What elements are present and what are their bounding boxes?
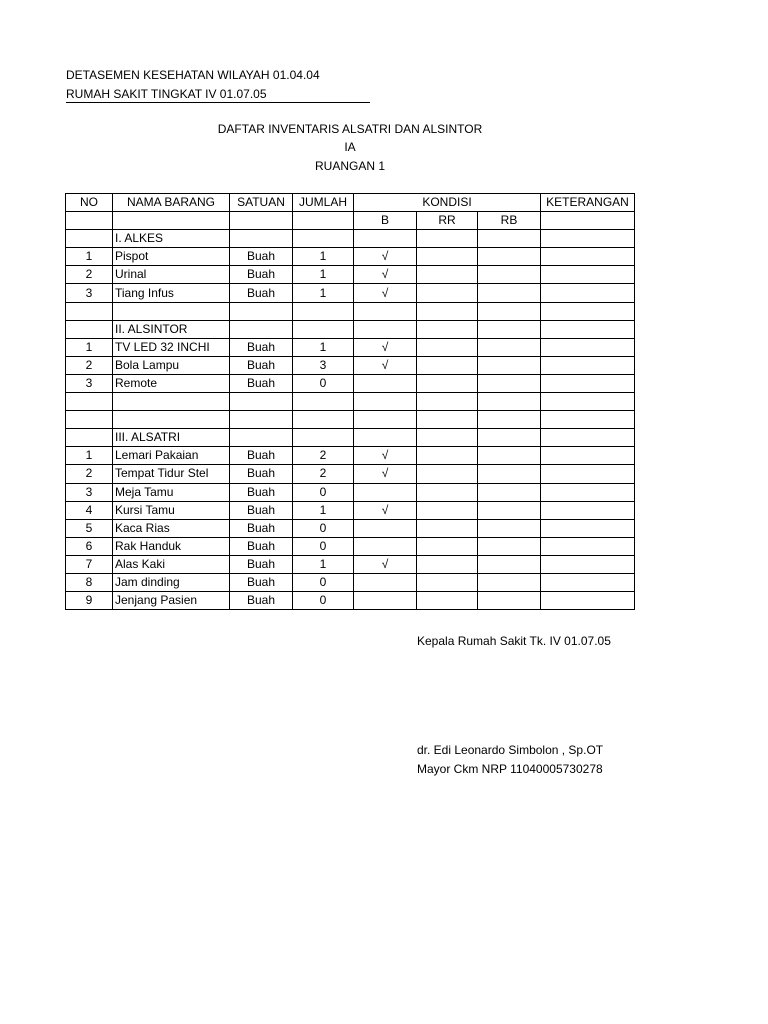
- cell-nama-barang: Bola Lampu: [113, 356, 230, 374]
- cell-kondisi-rr: [417, 302, 478, 320]
- cell-no: [66, 320, 113, 338]
- cell-kondisi-rb: [478, 266, 541, 284]
- cell-keterangan: [541, 429, 635, 447]
- cell-nama-barang: [113, 411, 230, 429]
- table-row: [66, 411, 635, 429]
- table-row: [66, 320, 635, 338]
- cell-kondisi-rb: [478, 483, 541, 501]
- cell-kondisi-rb: [478, 555, 541, 573]
- cell-kondisi-rr: [417, 519, 478, 537]
- cell-kondisi-rr: [417, 338, 478, 356]
- cell-no: 1: [66, 248, 113, 266]
- cell-nama-barang: Jenjang Pasien: [113, 592, 230, 610]
- cell-kondisi-rb: [478, 411, 541, 429]
- cell-kondisi-rb: [478, 447, 541, 465]
- cell-satuan: Buah: [230, 284, 293, 302]
- cell-kondisi-b: √: [354, 266, 417, 284]
- cell-jumlah: 2: [293, 465, 354, 483]
- cell-satuan: Buah: [230, 248, 293, 266]
- table-row: [66, 374, 635, 392]
- cell-kondisi-rb: [478, 537, 541, 555]
- table-row: [66, 284, 635, 302]
- signature-name: dr. Edi Leonardo Simbolon , Sp.OT: [417, 743, 604, 757]
- table-row: [66, 465, 635, 483]
- table-row: [66, 537, 635, 555]
- table-row: [66, 501, 635, 519]
- cell-kondisi-rb: [478, 501, 541, 519]
- cell-kondisi-b: [354, 230, 417, 248]
- cell-no: 2: [66, 266, 113, 284]
- cell-nama-barang: I. ALKES: [113, 230, 230, 248]
- col-header-kondisi-b: B: [354, 212, 417, 230]
- table-row: [66, 555, 635, 573]
- cell-jumlah: 0: [293, 519, 354, 537]
- cell-keterangan: [541, 483, 635, 501]
- table-row: [66, 356, 635, 374]
- cell-keterangan: [541, 519, 635, 537]
- cell-jumlah: 2: [293, 447, 354, 465]
- cell-no: 4: [66, 501, 113, 519]
- cell-kondisi-rb: [478, 284, 541, 302]
- cell-kondisi-rr: [417, 284, 478, 302]
- signature-rank: Mayor Ckm NRP 11040005730278: [417, 762, 603, 776]
- cell-no: [66, 230, 113, 248]
- cell-nama-barang: Remote: [113, 374, 230, 392]
- table-body: [66, 230, 635, 610]
- cell-satuan: Buah: [230, 356, 293, 374]
- cell-no: [66, 411, 113, 429]
- cell-kondisi-rr: [417, 230, 478, 248]
- cell-kondisi-b: √: [354, 501, 417, 519]
- cell-keterangan: [541, 356, 635, 374]
- table-row: [66, 338, 635, 356]
- cell-kondisi-b: [354, 302, 417, 320]
- cell-kondisi-rb: [478, 320, 541, 338]
- cell-keterangan: [541, 338, 635, 356]
- cell-jumlah: [293, 230, 354, 248]
- cell-kondisi-rr: [417, 429, 478, 447]
- table-row: [66, 429, 635, 447]
- header-hospital: RUMAH SAKIT TINGKAT IV 01.07.05: [66, 86, 370, 103]
- cell-no: 3: [66, 284, 113, 302]
- cell-satuan: [230, 230, 293, 248]
- col-header-no: NO: [66, 194, 113, 212]
- cell-kondisi-rr: [417, 411, 478, 429]
- cell-nama-barang: TV LED 32 INCHI: [113, 338, 230, 356]
- cell-jumlah: 1: [293, 266, 354, 284]
- cell-satuan: [230, 429, 293, 447]
- cell-nama-barang: Alas Kaki: [113, 555, 230, 573]
- col-header-keterangan: KETERANGAN: [541, 194, 635, 212]
- cell-jumlah: [293, 411, 354, 429]
- cell-kondisi-rr: [417, 501, 478, 519]
- cell-kondisi-b: √: [354, 465, 417, 483]
- cell-kondisi-b: [354, 429, 417, 447]
- signature-position: Kepala Rumah Sakit Tk. IV 01.07.05: [417, 634, 611, 648]
- cell-satuan: Buah: [230, 266, 293, 284]
- document-subtitle: IA: [344, 140, 356, 154]
- cell-kondisi-rb: [478, 429, 541, 447]
- cell-kondisi-rb: [478, 592, 541, 610]
- table-row: [66, 483, 635, 501]
- cell-kondisi-b: √: [354, 284, 417, 302]
- cell-kondisi-rr: [417, 393, 478, 411]
- cell-nama-barang: Pispot: [113, 248, 230, 266]
- cell-kondisi-b: √: [354, 248, 417, 266]
- cell-nama-barang: Kursi Tamu: [113, 501, 230, 519]
- cell-kondisi-b: √: [354, 447, 417, 465]
- cell-kondisi-rr: [417, 465, 478, 483]
- cell-jumlah: [293, 393, 354, 411]
- cell-no: 7: [66, 555, 113, 573]
- cell-satuan: Buah: [230, 465, 293, 483]
- cell-kondisi-rb: [478, 374, 541, 392]
- cell-no: 6: [66, 537, 113, 555]
- col-header-satuan: SATUAN: [230, 194, 293, 212]
- cell-kondisi-b: [354, 519, 417, 537]
- cell-keterangan: [541, 302, 635, 320]
- cell-keterangan: [541, 592, 635, 610]
- cell-keterangan: [541, 411, 635, 429]
- cell-jumlah: 1: [293, 555, 354, 573]
- cell-jumlah: 0: [293, 374, 354, 392]
- cell-kondisi-b: √: [354, 356, 417, 374]
- table-row: [66, 519, 635, 537]
- cell-jumlah: 1: [293, 338, 354, 356]
- cell-jumlah: 1: [293, 284, 354, 302]
- cell-kondisi-rb: [478, 230, 541, 248]
- cell-no: 2: [66, 465, 113, 483]
- cell-satuan: Buah: [230, 374, 293, 392]
- col-header-kondisi-rr: RR: [417, 212, 478, 230]
- cell-kondisi-rr: [417, 374, 478, 392]
- cell-nama-barang: Meja Tamu: [113, 483, 230, 501]
- cell-nama-barang: Kaca Rias: [113, 519, 230, 537]
- cell-kondisi-rr: [417, 483, 478, 501]
- col-header-kondisi: KONDISI: [354, 194, 541, 212]
- table-header-row: [66, 194, 635, 212]
- cell-keterangan: [541, 465, 635, 483]
- table-row: [66, 573, 635, 591]
- cell-jumlah: 0: [293, 537, 354, 555]
- cell-kondisi-rr: [417, 320, 478, 338]
- cell-keterangan: [541, 284, 635, 302]
- cell-kondisi-b: √: [354, 555, 417, 573]
- cell-keterangan: [541, 447, 635, 465]
- cell-kondisi-rr: [417, 248, 478, 266]
- cell-no: 1: [66, 447, 113, 465]
- cell-kondisi-rb: [478, 338, 541, 356]
- table-row: [66, 393, 635, 411]
- cell-no: 9: [66, 592, 113, 610]
- cell-jumlah: 1: [293, 501, 354, 519]
- cell-satuan: Buah: [230, 537, 293, 555]
- cell-kondisi-rb: [478, 302, 541, 320]
- cell-satuan: [230, 393, 293, 411]
- cell-no: 1: [66, 338, 113, 356]
- cell-no: 2: [66, 356, 113, 374]
- table-row: [66, 266, 635, 284]
- cell-keterangan: [541, 555, 635, 573]
- cell-nama-barang: Tempat Tidur Stel: [113, 465, 230, 483]
- inventory-table: [65, 193, 635, 610]
- cell-kondisi-rb: [478, 248, 541, 266]
- cell-no: 3: [66, 374, 113, 392]
- cell-no: 5: [66, 519, 113, 537]
- cell-nama-barang: III. ALSATRI: [113, 429, 230, 447]
- table-subheader-row: [66, 212, 635, 230]
- cell-satuan: [230, 302, 293, 320]
- cell-keterangan: [541, 266, 635, 284]
- cell-keterangan: [541, 537, 635, 555]
- cell-no: [66, 429, 113, 447]
- cell-nama-barang: II. ALSINTOR: [113, 320, 230, 338]
- cell-kondisi-rb: [478, 519, 541, 537]
- cell-nama-barang: Urinal: [113, 266, 230, 284]
- cell-kondisi-b: [354, 592, 417, 610]
- cell-kondisi-rr: [417, 537, 478, 555]
- table-row: [66, 302, 635, 320]
- cell-satuan: Buah: [230, 555, 293, 573]
- col-header-nama-barang: NAMA BARANG: [113, 194, 230, 212]
- cell-no: 3: [66, 483, 113, 501]
- cell-jumlah: 0: [293, 592, 354, 610]
- table-row: [66, 248, 635, 266]
- cell-jumlah: 1: [293, 248, 354, 266]
- col-header-jumlah: JUMLAH: [293, 194, 354, 212]
- cell-kondisi-rr: [417, 555, 478, 573]
- cell-kondisi-rb: [478, 393, 541, 411]
- cell-satuan: [230, 320, 293, 338]
- cell-kondisi-b: [354, 411, 417, 429]
- cell-kondisi-b: [354, 393, 417, 411]
- room-label: RUANGAN 1: [314, 159, 385, 173]
- cell-jumlah: 0: [293, 483, 354, 501]
- cell-keterangan: [541, 573, 635, 591]
- cell-satuan: Buah: [230, 447, 293, 465]
- cell-jumlah: [293, 302, 354, 320]
- cell-keterangan: [541, 230, 635, 248]
- cell-kondisi-rr: [417, 447, 478, 465]
- cell-kondisi-b: √: [354, 338, 417, 356]
- cell-kondisi-rr: [417, 266, 478, 284]
- cell-nama-barang: Rak Handuk: [113, 537, 230, 555]
- cell-jumlah: 0: [293, 573, 354, 591]
- cell-satuan: [230, 411, 293, 429]
- cell-keterangan: [541, 248, 635, 266]
- cell-keterangan: [541, 393, 635, 411]
- cell-satuan: Buah: [230, 519, 293, 537]
- cell-kondisi-rr: [417, 573, 478, 591]
- cell-kondisi-b: [354, 483, 417, 501]
- cell-keterangan: [541, 320, 635, 338]
- col-header-kondisi-rb: RB: [478, 212, 541, 230]
- cell-jumlah: [293, 320, 354, 338]
- cell-no: [66, 393, 113, 411]
- cell-satuan: Buah: [230, 573, 293, 591]
- cell-nama-barang: [113, 302, 230, 320]
- cell-nama-barang: Jam dinding: [113, 573, 230, 591]
- table-row: [66, 230, 635, 248]
- cell-kondisi-rb: [478, 356, 541, 374]
- cell-no: 8: [66, 573, 113, 591]
- cell-satuan: Buah: [230, 592, 293, 610]
- document-title: DAFTAR INVENTARIS ALSATRI DAN ALSINTOR: [217, 122, 483, 136]
- cell-nama-barang: Tiang Infus: [113, 284, 230, 302]
- cell-kondisi-rr: [417, 356, 478, 374]
- cell-kondisi-b: [354, 573, 417, 591]
- cell-satuan: Buah: [230, 483, 293, 501]
- cell-keterangan: [541, 374, 635, 392]
- header-unit: DETASEMEN KESEHATAN WILAYAH 01.04.04: [66, 68, 320, 82]
- cell-kondisi-b: [354, 320, 417, 338]
- cell-kondisi-rr: [417, 592, 478, 610]
- cell-keterangan: [541, 501, 635, 519]
- cell-satuan: Buah: [230, 501, 293, 519]
- table-row: [66, 447, 635, 465]
- table-row: [66, 592, 635, 610]
- cell-no: [66, 302, 113, 320]
- cell-jumlah: 3: [293, 356, 354, 374]
- cell-nama-barang: [113, 393, 230, 411]
- cell-satuan: Buah: [230, 338, 293, 356]
- cell-kondisi-b: [354, 537, 417, 555]
- cell-nama-barang: Lemari Pakaian: [113, 447, 230, 465]
- cell-kondisi-rb: [478, 573, 541, 591]
- cell-jumlah: [293, 429, 354, 447]
- cell-kondisi-b: [354, 374, 417, 392]
- cell-kondisi-rb: [478, 465, 541, 483]
